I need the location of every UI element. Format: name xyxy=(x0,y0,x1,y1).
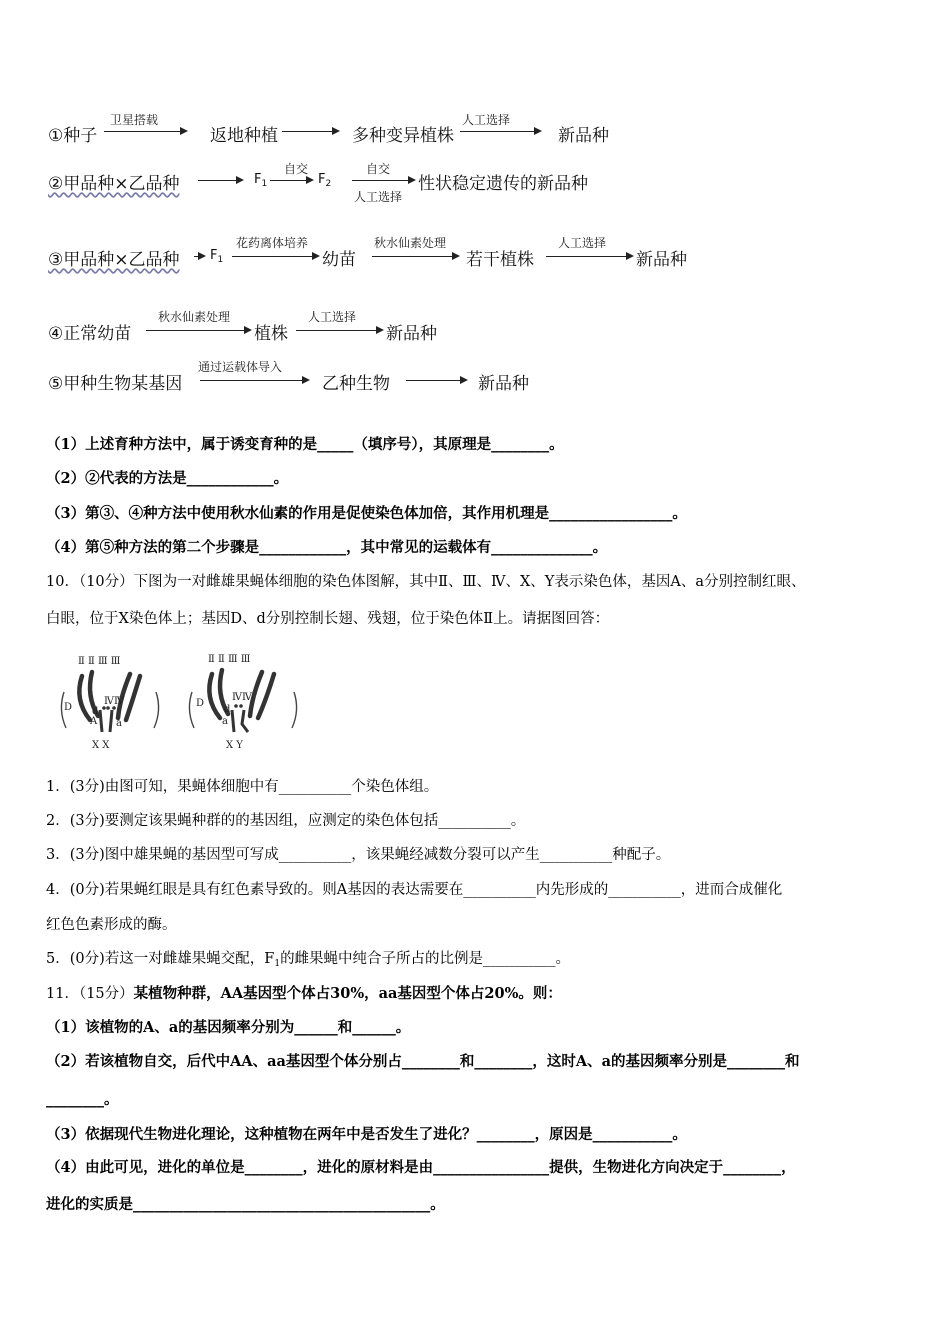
row1-start: ①种子 xyxy=(48,126,98,146)
row4-end: 新品种 xyxy=(386,324,437,344)
chromosome-figure-male xyxy=(186,652,302,754)
row2-f2: $F_2$ xyxy=(318,172,332,189)
row3-arrow4-label: 人工选择 xyxy=(558,236,607,250)
row3-start: ③甲品种×乙品种 xyxy=(48,250,180,270)
fig-female-sex-chromosomes: X X xyxy=(92,740,110,751)
fig-female-gene-A: A xyxy=(90,716,98,727)
arrow xyxy=(198,180,242,181)
row2-arrow3-bottom: 人工选择 xyxy=(354,190,403,204)
fig-male-top-label: Ⅱ Ⅱ Ⅲ Ⅲ xyxy=(208,654,251,665)
fig-male-gene-D: D xyxy=(196,698,205,709)
q10-sub5: 5．(0分)若这一对雌雄果蝇交配，$F_1$的雌果蝇中纯合子所占的比例是__________。 xyxy=(46,951,571,969)
q11-part4-line1: （4）由此可见，进化的单位是________，进化的原材料是由________________提供，生物进化方向决定于________， xyxy=(46,1159,796,1176)
row3-arrow3-label: 秋水仙素处理 xyxy=(374,236,447,250)
fig-female-mid-label: ⅣⅣ xyxy=(104,696,124,707)
chromosome-figure-female xyxy=(56,652,166,754)
row1-end: 新品种 xyxy=(558,126,609,146)
arrow xyxy=(406,380,466,381)
fig-male-mid-label: ⅣⅣ xyxy=(232,692,252,703)
arrow xyxy=(296,330,382,331)
scheme-row-5 xyxy=(46,360,746,400)
arrow xyxy=(104,131,186,132)
arrow xyxy=(352,180,414,181)
row1-arrow3-label: 人工选择 xyxy=(462,113,511,127)
arrow xyxy=(194,256,204,257)
q11-stem: 11．（15分）某植物种群，AA基因型个体占30%，aa基因型个体占20%。则： xyxy=(46,985,562,1002)
row2-arrow3-top: 自交 xyxy=(366,162,391,176)
q10-sub3: 3．(3分)图中雄果蝇的基因型可写成__________，该果蝇经减数分裂可以产生__________种配子。 xyxy=(46,847,671,863)
fig-female-gene-d: d xyxy=(92,706,99,717)
arrow xyxy=(460,131,540,132)
fig-female-top-label: Ⅱ Ⅱ Ⅲ Ⅲ xyxy=(78,656,121,667)
row1-arrow1-label: 卫星搭载 xyxy=(110,113,159,127)
fig-male-gene-d: d xyxy=(224,704,231,715)
row3-f1: $F_1$ xyxy=(210,248,224,265)
row2-end: 性状稳定遗传的新品种 xyxy=(418,174,588,194)
row3-end: 新品种 xyxy=(636,250,687,270)
q10-sub4-line2: 红色色素形成的酶。 xyxy=(46,917,177,933)
arrow xyxy=(232,256,318,257)
arrow xyxy=(270,180,312,181)
row5-node2: 乙种生物 xyxy=(322,374,390,394)
scheme-row-3 xyxy=(46,236,746,276)
fig-female-gene-D: D xyxy=(64,702,73,713)
arrow xyxy=(546,256,632,257)
q9-part2: （2）②代表的方法是____________。 xyxy=(46,470,289,487)
q11-part1: （1）该植物的A、a的基因频率分别为______和______。 xyxy=(46,1019,411,1036)
fig-male-sex-chromosomes: X Y xyxy=(226,740,243,751)
q9-part3: （3）第③、④种方法中使用秋水仙素的作用是促使染色体加倍，其作用机理是_________________。 xyxy=(46,505,687,522)
q10-stem-line1: 10．（10分）下图为一对雌雄果蝇体细胞的染色体图解，其中Ⅱ、Ⅲ、Ⅳ、X、Y表示染色体，基因A、a分别控制红眼、 xyxy=(46,574,806,590)
scheme-row-2 xyxy=(46,160,746,212)
fig-female-gene-a: a xyxy=(116,718,122,729)
row5-start: ⑤甲种生物某基因 xyxy=(48,374,183,394)
row1-node3: 多种变异植株 xyxy=(352,126,454,146)
row3-node4: 若干植株 xyxy=(466,250,534,270)
arrow xyxy=(200,380,308,381)
row5-end: 新品种 xyxy=(478,374,529,394)
row4-start: ④正常幼苗 xyxy=(48,324,132,344)
breeding-scheme-diagram xyxy=(46,104,746,404)
q10-sub2: 2．(3分)要测定该果蝇种群的的基因组，应测定的染色体包括__________。 xyxy=(46,813,526,829)
q11-part3: （3）依据现代生物进化理论，这种植物在两年中是否发生了进化？________，原因是___________。 xyxy=(46,1126,687,1143)
row3-arrow2-label: 花药离体培养 xyxy=(236,236,309,250)
row2-f1: $F_1$ xyxy=(254,172,268,189)
arrow xyxy=(372,256,458,257)
q9-part4: （4）第⑤种方法的第二个步骤是____________，其中常见的运载体有______________。 xyxy=(46,539,608,556)
row2-arrow2-label: 自交 xyxy=(284,162,309,176)
scheme-row-4 xyxy=(46,310,746,350)
q11-part4-line2: 进化的实质是_________________________________________。 xyxy=(46,1196,445,1213)
arrow xyxy=(146,330,250,331)
q10-stem-line2: 白眼，位于X染色体上；基因D、d分别控制长翅、残翅，位于染色体Ⅱ上。请据图回答： xyxy=(46,611,610,627)
row2-start: ②甲品种×乙品种 xyxy=(48,174,180,194)
q9-part1: （1）上述育种方法中，属于诱变育种的是_____（填序号），其原理是________。 xyxy=(46,436,564,453)
row4-arrow2-label: 人工选择 xyxy=(308,310,357,324)
q10-sub1: 1．(3分)由图可知，果蝇体细胞中有__________个染色体组。 xyxy=(46,779,439,795)
scheme-row-1 xyxy=(46,112,746,152)
arrow xyxy=(282,131,338,132)
q11-part2-line1: （2）若该植物自交，后代中AA、aa基因型个体分别占________和________，这时A、a的基因频率分别是________和 xyxy=(46,1053,800,1070)
row1-node2: 返地种植 xyxy=(210,126,278,146)
row4-node2: 植株 xyxy=(254,324,288,344)
row5-arrow1-label: 通过运载体导入 xyxy=(198,360,283,374)
fig-male-gene-a: a xyxy=(222,716,228,727)
row3-node3: 幼苗 xyxy=(322,250,356,270)
q11-part2-line2: ________。 xyxy=(46,1091,119,1108)
q10-sub4-line1: 4．(0分)若果蝇红眼是具有红色素导致的。则A基因的表达需要在__________内先形成的__________，进而合成催化 xyxy=(46,882,783,898)
row4-arrow1-label: 秋水仙素处理 xyxy=(158,310,231,324)
